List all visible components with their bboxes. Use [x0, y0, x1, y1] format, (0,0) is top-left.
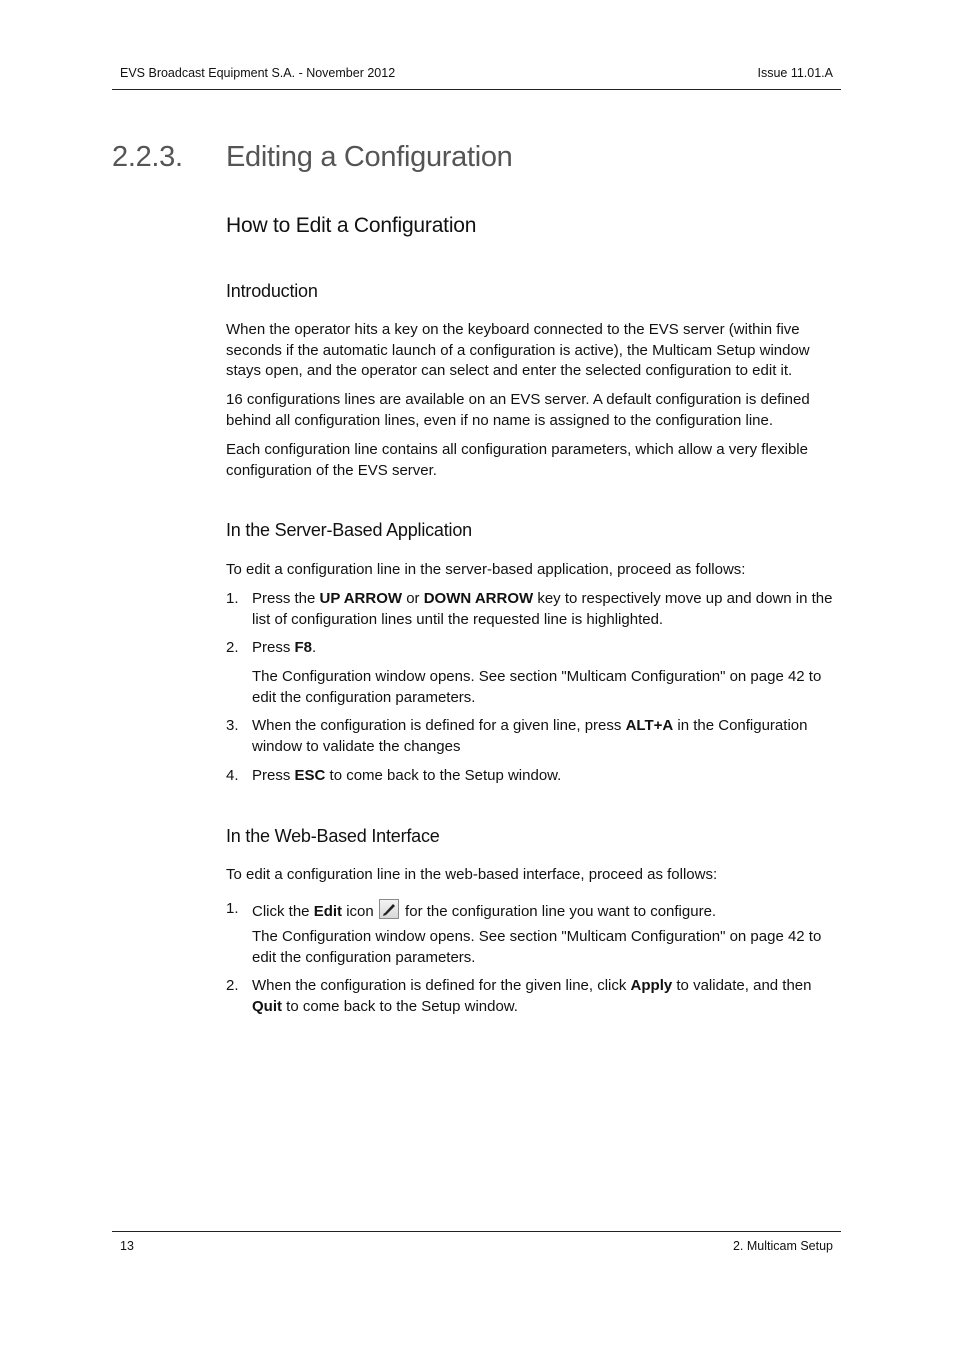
page-number: 13	[120, 1239, 134, 1253]
key-alt-a: ALT+A	[625, 717, 674, 734]
key-esc: ESC	[294, 767, 326, 784]
web-step-1-note: The Configuration window opens. See section "Multicam Configuration" on page 42 to edit the configuration parameters.	[252, 928, 822, 966]
step-text: When the configuration is defined for a given line, press ALT+A in the Configuration window to validate the changes	[252, 717, 808, 755]
introduction-paragraph-2: 16 configurations lines are available on an EVS server. A default configuration is defined behind all configuration lines, even if no name is assigned to the configuration line.	[226, 391, 810, 429]
step-text: Click the Edit icon for the configuration line you want to configure.	[252, 899, 841, 923]
section-number: 2.2.3.	[112, 141, 183, 173]
web-based-intro: To edit a configuration line in the web-based interface, proceed as follows:	[226, 866, 718, 883]
step-text: Press F8.	[252, 639, 317, 656]
quit-label: Quit	[252, 997, 282, 1015]
introduction-heading: Introduction	[226, 281, 318, 301]
server-step-2-note: The Configuration window opens. See section "Multicam Configuration" on page 42 to edit the configuration parameters.	[252, 668, 822, 706]
introduction-paragraph-3: Each configuration line contains all configuration parameters, which allow a very flexible configuration of the EVS server.	[226, 441, 808, 479]
step-number: 1.	[226, 900, 239, 917]
step-number: 3.	[226, 717, 239, 734]
key-down-arrow: DOWN ARROW	[423, 590, 534, 607]
step-text: Press ESC to come back to the Setup window.	[252, 767, 562, 784]
footer-chapter: 2. Multicam Setup	[732, 1239, 833, 1253]
step-number: 2.	[226, 977, 239, 994]
edit-label: Edit	[313, 903, 343, 920]
server-based-intro: To edit a configuration line in the server-based application, proceed as follows:	[226, 561, 746, 578]
header-publisher: EVS Broadcast Equipment S.A. - November 2012	[120, 66, 396, 80]
apply-label: Apply	[630, 977, 673, 994]
introduction-paragraph-1: When the operator hits a key on the keyboard connected to the EVS server (within five seconds if the automatic launch of a configuration is active), the Multicam Setup window stays open, and the operator can select and enter the selected configuration to edit it.	[226, 321, 810, 379]
web-based-heading: In the Web-Based Interface	[226, 826, 440, 846]
section-heading: Editing a Configuration	[226, 141, 513, 173]
page-footer	[112, 1231, 841, 1256]
page-header	[112, 65, 841, 90]
how-to-title: How to Edit a Configuration	[226, 214, 477, 237]
step-text: Press the UP ARROW or DOWN ARROW key to respectively move up and down in the list of configuration lines until the requested line is highlighted.	[252, 590, 833, 628]
server-based-heading: In the Server-Based Application	[226, 520, 472, 540]
edit-pencil-icon	[379, 899, 399, 919]
step-number: 2.	[226, 639, 239, 656]
header-issue: Issue 11.01.A	[757, 66, 833, 80]
key-up-arrow: UP ARROW	[319, 590, 403, 607]
key-f8: F8	[294, 639, 313, 656]
step-text: When the configuration is defined for the given line, click Apply to validate, and then Quit to come back to the Setup window.	[252, 977, 812, 1015]
step-number: 1.	[226, 590, 239, 607]
section-title	[112, 141, 513, 174]
step-number: 4.	[226, 767, 239, 784]
